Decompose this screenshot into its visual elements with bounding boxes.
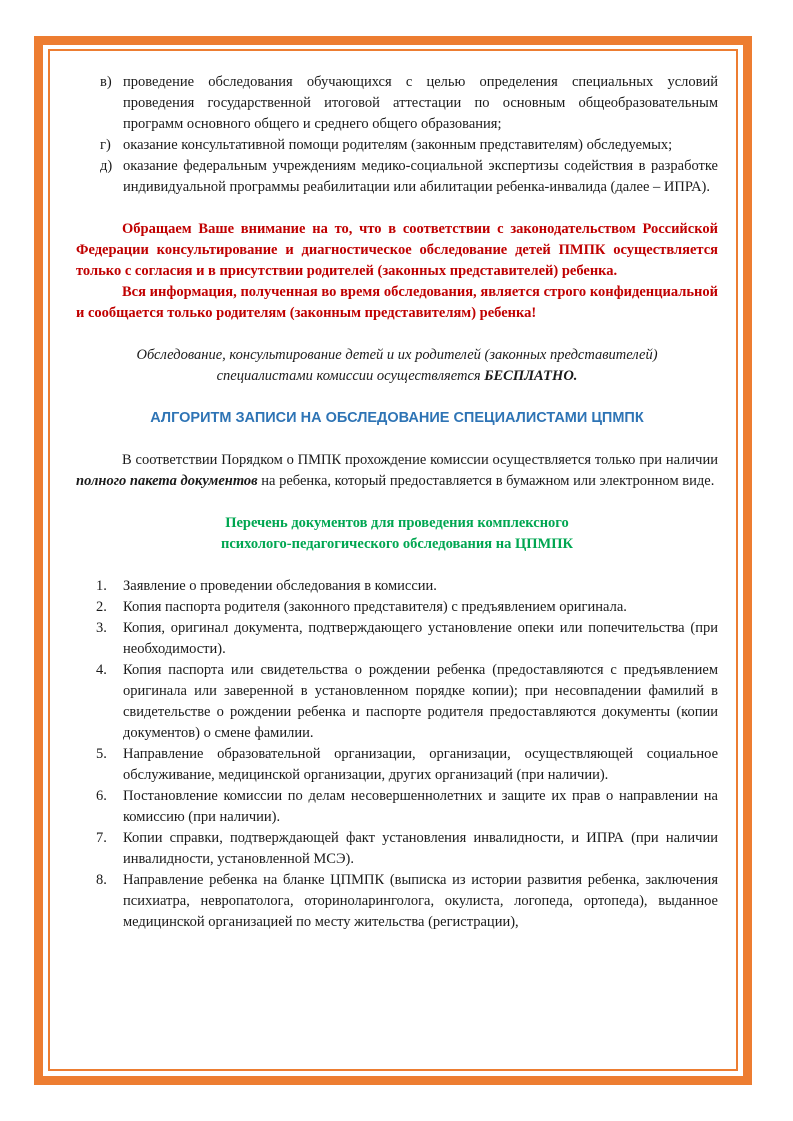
item-number: 2. xyxy=(96,599,107,615)
intro-paragraph: В соответствии Порядком о ПМПК прохождение комиссии осуществляется только при наличии полного пакета документов на ребенка, который предоставляется в бумажном или электронном виде. xyxy=(76,452,718,489)
item-text: оказание федеральным учреждениям медико-социальной экспертизы содействия в разработке индивидуальной программы реабилитации или абилитации ребенка-инвалида (далее – ИПРА). xyxy=(123,158,718,195)
list-item xyxy=(76,576,718,597)
free-of-charge-note xyxy=(76,345,718,387)
consent-notice: Обращаем Ваше внимание на то, что в соответствии с законодательством Российской Федерации консультирование и диагностическое обследование детей ПМПК осуществляется только с согласия и в присутствии родителей (законных представителей) ребенка. xyxy=(76,221,718,279)
list-item xyxy=(76,618,718,660)
item-text: Копии справки, подтверждающей факт установления инвалидности, и ИПРА (при наличии инвалидности, установленной МСЭ). xyxy=(123,830,718,867)
item-text: Направление образовательной организации, организации, осуществляющей социальное обслуживание, медицинской организации, других организаций (при наличии). xyxy=(123,746,718,783)
list-item xyxy=(76,72,718,135)
free-word: БЕСПЛАТНО. xyxy=(484,368,578,384)
item-number: 3. xyxy=(96,620,107,636)
item-text: оказание консультативной помощи родителям (законным представителям) обследуемых; xyxy=(123,137,673,153)
item-number: 6. xyxy=(96,788,107,804)
item-number: 4. xyxy=(96,662,107,678)
lettered-list xyxy=(76,72,718,198)
free-note-line2: специалистами комиссии осуществляется БЕСПЛАТНО. xyxy=(216,368,578,384)
item-text: Копия, оригинал документа, подтверждающего установление опеки или попечительства (при необходимости). xyxy=(123,620,718,657)
document-page xyxy=(76,72,718,933)
item-text: Заявление о проведении обследования в комиссии. xyxy=(123,578,437,594)
documents-list xyxy=(76,576,718,933)
list-item xyxy=(76,135,718,156)
list-item xyxy=(76,156,718,198)
item-number: 1. xyxy=(96,578,107,594)
list-item xyxy=(76,660,718,744)
confidentiality-notice: Вся информация, полученная во время обследования, является строго конфиденциальной и сообщается только родителям (законным представителям) ребенка! xyxy=(76,284,718,321)
algorithm-title: АЛГОРИТМ ЗАПИСИ НА ОБСЛЕДОВАНИЕ СПЕЦИАЛИСТАМИ ЦПМПК xyxy=(150,410,644,426)
item-text: Направление ребенка на бланке ЦПМПК (выписка из истории развития ребенка, заключения психиатра, невропатолога, оториноларинголога, окулиста, логопеда, ортопеда), выданное медицинской организацией по месту жительства (регистрации), xyxy=(123,872,718,930)
item-number: 7. xyxy=(96,830,107,846)
item-text: Копия паспорта или свидетельства о рождении ребенка (предоставляются с предъявлением оригинала или заверенной в установленном порядке копии); при несовпадении фамилий в свидетельстве о рождении ребенка и паспорте родителя предоставляются документы (копии документов) о смене фамилии. xyxy=(123,662,718,741)
documents-title: Перечень документов для проведения комплексного психолого-педагогического обследования на ЦПМПК xyxy=(221,515,573,552)
free-note-line1: Обследование, консультирование детей и их родителей (законных представителей) xyxy=(136,347,658,363)
item-number: 8. xyxy=(96,872,107,888)
list-item xyxy=(76,828,718,870)
item-text: Копия паспорта родителя (законного представителя) с предъявлением оригинала. xyxy=(123,599,627,615)
item-marker: в) xyxy=(100,74,112,90)
item-marker: г) xyxy=(100,137,111,153)
list-item xyxy=(76,597,718,618)
item-marker: д) xyxy=(100,158,113,174)
emphasis-text: полного пакета документов xyxy=(76,473,258,489)
list-item xyxy=(76,786,718,828)
list-item xyxy=(76,744,718,786)
item-text: Постановление комиссии по делам несовершеннолетних и защите их прав о направлении на комиссию (при наличии). xyxy=(123,788,718,825)
item-number: 5. xyxy=(96,746,107,762)
item-text: проведение обследования обучающихся с целью определения специальных условий проведения государственной итоговой аттестации по основным общеобразовательным программ основного общего и среднего общего образования; xyxy=(123,74,718,132)
list-item xyxy=(76,870,718,933)
